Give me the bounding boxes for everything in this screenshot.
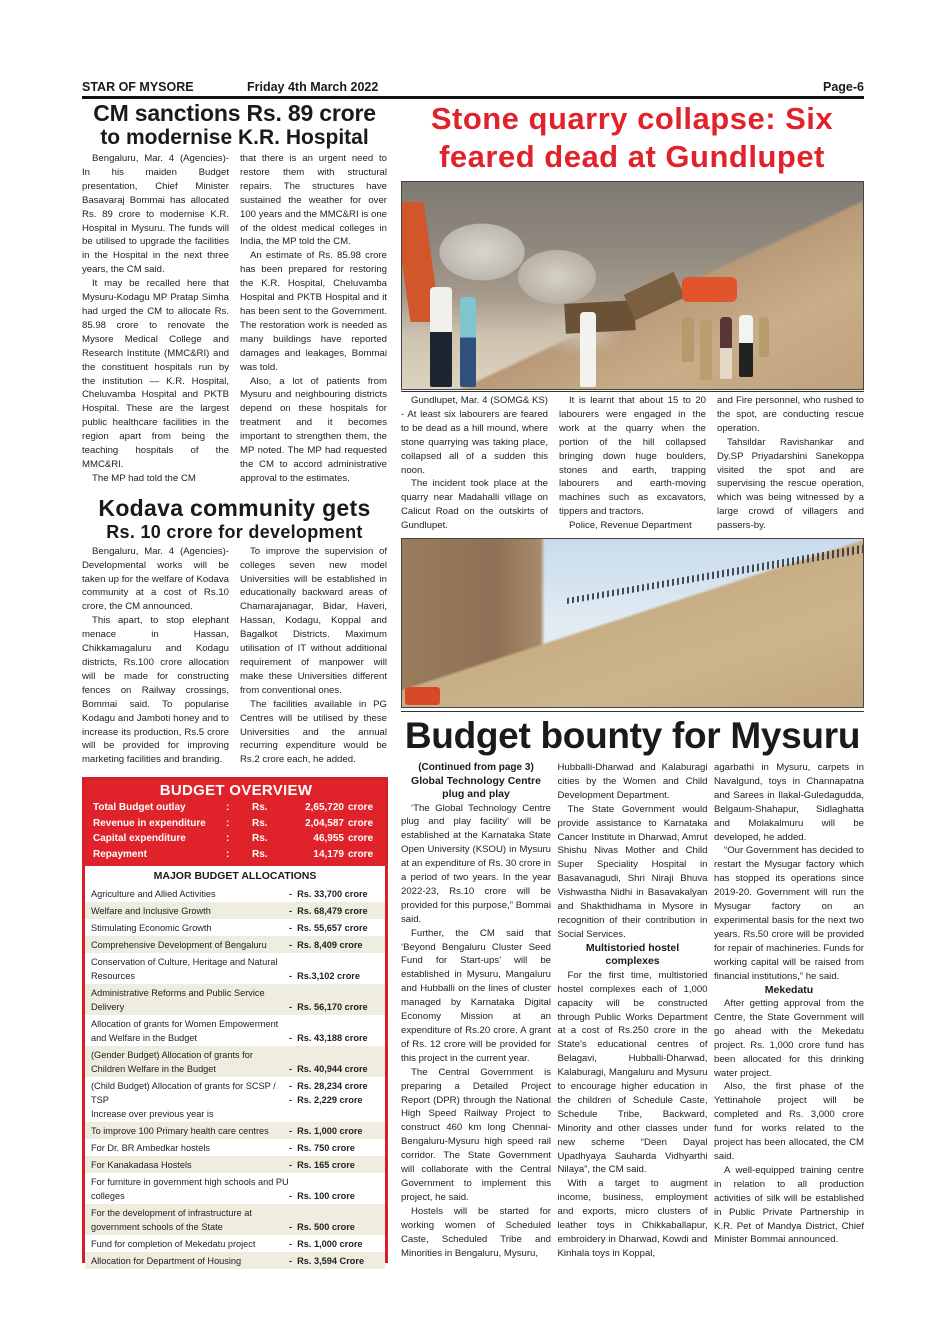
paragraph: With a target to augment income, business, employment and exports, micro clusters of leather toys in Chikkaballapur, embroidery in Dharwad, Kowdi and Kinhala toys in Koppal,: [557, 1178, 708, 1259]
allocation-row: [85, 1204, 385, 1235]
person-shape: [759, 317, 769, 357]
allocation-value: - Rs. 56,170 crore: [289, 1001, 368, 1012]
overview-colon: :: [226, 817, 230, 829]
paragraph: Police, Revenue Department: [569, 520, 692, 532]
quarry-headline-block: [400, 100, 864, 176]
overview-label: Total Budget outlay: [93, 802, 186, 813]
paragraph: It may be recalled here that Mysuru-Kodagu MP Pratap Simha had urged the CM to allocate Rs. 85.98 crore to renovate the Mysore Medical College and Research Institute (MMC&RI) and the constituent hospitals run by the institution — K.R. Hospital, Cheluvamba Hospital and PKTB Hospital. These are the largest public healthcare facilities in the region apart from being the teaching hospitals of the MMC&RI.: [82, 278, 229, 470]
allocation-row: [85, 984, 385, 1015]
allocation-label: Allocation for Department of Housing: [91, 1255, 242, 1266]
overview-value: 2,04,587: [305, 817, 344, 829]
paragraph: Tahsildar Ravishankar and Dy.SP Priyadarshini Sanekoppa visited the spot and are supervising the rescue operation, which was being witnessed by a large crowd of villagers and passers-by.: [717, 436, 864, 532]
person-shape: [580, 312, 596, 387]
paragraph: Also, a lot of patients from Mysuru and neighbouring districts depend on these hospitals for treatment and it becomes important to strengthen them, the MP noted. The MP had requested the CM to accord administrative approval to the estimates.: [240, 375, 387, 484]
quarry-collapse-photo: [401, 181, 864, 390]
quarry-article-body: [401, 394, 864, 533]
allocation-row: [85, 1173, 385, 1204]
allocation-label: Allocation of grants for Women Empowerment and Welfare in the Budget: [91, 1018, 279, 1043]
paragraph: Bengaluru, Mar. 4 (Agencies)- In his maiden Budget presentation, Chief Minister Basavaraj Bommai has allocated Rs. 89 crore to modernise K.R. Hospital in Mysuru. The funds will be utilised to upgrade the facilities in the Hospital in the next three years, the CM said.: [82, 153, 229, 276]
paragraph: Also, the first phase of the Yettinahole project will be completed and Rs. 3,000 crore fund for works related to the project has been allocated, the CM said.: [714, 1081, 864, 1162]
overview-label: Capital expenditure: [93, 833, 186, 844]
paragraph: agarbathi in Mysuru, carpets in Navalgund, toys in Channapatna and Sarees in Ilakal-Guledagudda, Belgaum-Shahapur, Sidlaghatta and Molakalmuru will be developed, he added.: [714, 762, 864, 843]
excavator-shape: [682, 277, 737, 302]
allocation-row: [85, 936, 385, 953]
overview-value: 46,955: [313, 833, 344, 844]
allocation-label: Welfare and Inclusive Growth: [91, 905, 211, 916]
paragraph: Further, the CM said that ‘Beyond Bengaluru Cluster Seed Fund for Start-ups’ will be established in Mysuru, Mangaluru and Hubballi on the lines of cluster managed by Karnataka Digital Economy Mission at an expenditure of Rs.20 crore. A grant of Rs. 12 crore will be provided for this project in the current year.: [401, 927, 551, 1064]
allocation-row: [85, 1077, 385, 1122]
kodava-column-1: [82, 545, 229, 768]
overview-unit: crore: [348, 848, 374, 860]
person-shape: [430, 287, 452, 387]
cm-headline-line1: CM sanctions Rs. 89 crore: [93, 100, 376, 126]
allocation-row: [85, 1156, 385, 1173]
overview-colon: :: [226, 848, 230, 860]
allocation-label: For Kanakadasa Hostels: [91, 1159, 192, 1170]
overview-currency: Rs.: [252, 802, 268, 813]
overview-row: [93, 831, 379, 847]
kodava-headline-line2: Rs. 10 crore for development: [106, 521, 363, 542]
allocation-row: [85, 1235, 385, 1252]
allocation-value: - Rs. 28,234 crore: [289, 1080, 368, 1091]
overview-value: 14,179: [313, 848, 344, 860]
allocation-label: For furniture in government high schools and PU colleges: [91, 1176, 289, 1201]
paragraph: The facilities available in PG Centres will be utilised by these Universities and the annual recurring expenditure would be Rs.2 crore each, he added.: [240, 698, 387, 766]
person-shape: [739, 315, 753, 377]
overview-currency: Rs.: [252, 817, 268, 829]
allocation-value: - Rs. 2,229 crore: [289, 1094, 363, 1105]
allocation-label: Increase over previous year is: [91, 1108, 214, 1119]
bounty-column-2: [558, 761, 708, 1261]
quarry-headline-line2: feared dead at Gundlupet: [439, 139, 825, 174]
subhead-hostel: Multistoried hostel complexes: [585, 941, 680, 968]
paragraph: ‘The Global Technology Centre plug and play facility’ will be established at the Karnataka State Open University (KSOU) in Mysuru at an expenditure of Rs. 30 crore in a period of two years. In the year 2022-23, Rs.10 crore will be provided for this purpose,” Bommai said.: [401, 802, 551, 925]
bounty-column-3: [714, 761, 864, 1261]
paragraph: Gundlupet, Mar. 4 (SOMG& KS) - At least six labourers are feared to be dead as a hill mound, where stone quarrying was taking place, collapsed all of a sudden this noon.: [401, 395, 548, 476]
allocation-label: Conservation of Culture, Heritage and Natural Resources: [91, 956, 278, 981]
allocation-value: - Rs.3,102 crore: [289, 970, 360, 981]
person-shape: [682, 317, 694, 362]
paragraph: Bengaluru, Mar. 4 (Agencies)- Developmental works will be taken up for the welfare of Kodava community at a cost of Rs.10 crore, the CM announced.: [82, 545, 229, 613]
major-allocations-title: MAJOR BUDGET ALLOCATIONS: [153, 870, 317, 882]
budget-overview-title: BUDGET OVERVIEW: [159, 782, 313, 799]
paragraph: The State Government would provide assistance to Karnataka Cancer Institute in Dharwad, Amrut Shishu Nivas Mother and Child Super Speciality Hospital in Basavanagudi, Shri Niraji Bhuva Vishwastha Nidhi in Basavakalyan and Shakthidhama in Mysore in recognition of their contribution in Social Services.: [557, 803, 708, 940]
budget-overview-header: [85, 780, 385, 866]
paragraph: The incident took place at the quarry near Madahalli village on Calicut Road on the outskirts of Gundlupet.: [401, 478, 548, 532]
continued-note: (Continued from page 3): [418, 762, 534, 773]
allocation-row: [85, 953, 385, 984]
allocation-label: Fund for completion of Mekedatu project: [91, 1238, 256, 1249]
allocation-value: - Rs. 3,594 Crore: [289, 1255, 365, 1266]
overview-label: Repayment: [93, 848, 147, 860]
paragraph: Hostels will be started for working women of Scheduled Caste, Scheduled Tribe and Minorities in Bengaluru, Mysuru,: [401, 1205, 551, 1259]
bounty-headline: Budget bounty for Mysuru: [404, 715, 861, 756]
person-shape: [720, 317, 732, 379]
paragraph: To improve the supervision of colleges seven new model Universities will be established in educationally backward areas of Chamarajanagar, Bidar, Haveri, Hassan, Kodagu, Koppal and Bagalkot Districts. Maximum utilisation of IT without additional requirement of manpower will make these Universities different from conventional ones.: [240, 545, 387, 696]
overview-unit: crore: [348, 817, 374, 829]
subhead-global-tech: Global Technology Centre plug and play: [411, 774, 541, 800]
bounty-column-1: [401, 761, 551, 1261]
allocation-label: Agriculture and Allied Activities: [91, 888, 216, 899]
crowd-on-slope-photo: [401, 538, 864, 708]
left-column: [82, 100, 387, 767]
paragraph: and Fire personnel, who rushed to the spot, are conducting rescue operation.: [717, 395, 864, 434]
allocation-row: [85, 1046, 385, 1077]
crowd-shape: [567, 544, 864, 604]
allocation-label: For the development of infrastructure at government schools of the State: [91, 1207, 252, 1232]
paragraph: that there is an urgent need to restore them with structural repairs. The structures have sustained the weather for over 100 years and the MMC&RI is one of the oldest medical colleges in India, the MP told the CM.: [240, 153, 387, 248]
issue-date: Friday 4th March 2022: [247, 80, 379, 94]
quarry-column-1: [401, 394, 548, 533]
quarry-column-3: [717, 394, 864, 533]
allocation-label: (Child Budget) Allocation of grants for SCSP / TSP: [91, 1080, 276, 1105]
overview-colon: :: [226, 802, 230, 813]
paragraph: For the first time, multistoried hostel complexes each of 1,000 capacity will be constructed through Public Works Department at a cost of Rs.250 crore in the State’s educational centres of Belagavi, Hubballi-Dharwad, Kalaburagi, Mangaluru and Mysuru to encourage higher education in the children of Schedule Caste, Schedule Tribe, Backward, Minority and other classes under new scheme “Deen Dayal Upadhyaya Sauharda Vidhyarthi Nilaya”, the CM said.: [557, 969, 708, 1176]
kodava-headline-line1: Kodava community gets: [98, 494, 371, 521]
allocation-row: [85, 1139, 385, 1156]
overview-value: 2,65,720: [305, 802, 344, 813]
quarry-headline-line1: Stone quarry collapse: Six: [430, 101, 834, 136]
allocation-label: Stimulating Economic Growth: [91, 922, 212, 933]
subhead-mekedatu: Mekedatu: [764, 983, 814, 996]
allocation-value: - Rs. 43,188 crore: [289, 1032, 368, 1043]
overturned-truck-shape: [624, 272, 686, 321]
overview-row: [93, 800, 379, 816]
overview-currency: Rs.: [252, 848, 268, 860]
paragraph: The Central Government is preparing a Detailed Project Report (DPR) through the National High Speed Railway Project to construct 460 km long Chennai-Bengaluru-Mysuru high speed rail corridor. The State Government will collaborate with the Central Government to implement this project, he said.: [401, 1066, 551, 1203]
paragraph: Hubballi-Dharwad and Kalaburagi cities by the Women and Child Development Department.: [557, 762, 708, 801]
newspaper-name: STAR OF MYSORE: [82, 80, 194, 94]
allocation-row: [85, 885, 385, 902]
overview-row: [93, 816, 379, 832]
allocation-value: - Rs. 8,409 crore: [289, 939, 363, 950]
allocation-value: - Rs. 33,700 crore: [289, 888, 368, 899]
quarry-column-2: [559, 394, 706, 533]
overview-currency: Rs.: [252, 833, 268, 844]
overview-unit: crore: [348, 802, 374, 813]
header-rule: [82, 96, 864, 99]
allocation-value: - Rs. 165 crore: [289, 1159, 355, 1170]
allocation-value: - Rs. 750 crore: [289, 1142, 355, 1153]
paragraph: It is learnt that about 15 to 20 labourers were engaged in the work at the quarry when the portion of the hill collapsed bringing down huge boulders, stones and earth, trapping labourers and earth-moving machines such as excavators, tippers and tractors.: [559, 395, 706, 518]
allocation-value: - Rs. 40,944 crore: [289, 1063, 368, 1074]
person-shape: [700, 320, 712, 380]
allocation-value: - Rs. 500 crore: [289, 1221, 355, 1232]
allocation-label: (Gender Budget) Allocation of grants for Children Welfare in the Budget: [91, 1049, 253, 1074]
kodava-article: [82, 496, 387, 768]
page-number: Page-6: [823, 80, 864, 94]
allocation-row: [85, 1015, 385, 1046]
allocation-label: To improve 100 Primary health care centres: [91, 1125, 269, 1136]
paragraph: The MP had told the CM: [92, 472, 196, 484]
divider: [401, 391, 864, 392]
allocation-value: - Rs. 100 crore: [289, 1190, 355, 1201]
overturned-truck-shape: [564, 300, 635, 334]
person-shape: [460, 297, 476, 387]
cm-headline-line2: to modernise K.R. Hospital: [100, 126, 369, 149]
cm-column-2: [240, 152, 387, 486]
allocation-value: - Rs. 1,000 crore: [289, 1125, 363, 1136]
allocation-row: [85, 1122, 385, 1139]
cm-hospital-article: [82, 100, 387, 486]
paragraph: “Our Government has decided to restart the Mysugar factory which has stopped its operations since 2019-20. Government will run the Mysugar factory on an experimental basis for the next two years. Rs.50 crore will be provided for repair of machineries. Funds for working capital will be raised from financial institutions,” he said.: [714, 845, 864, 982]
overview-row: [93, 847, 379, 863]
paragraph: This apart, to stop elephant menace in Hassan, Chikkamagaluru and Kodagu districts, Rs.100 crore allocation will be made for constructing fences on Railway crossings, Bommai said. To popularise Kodagu and Jamboti honey and to increase its production, Rs.5 crore will be provided for improving marketing facilities and branding.: [82, 615, 229, 766]
paragraph: After getting approval from the Centre, the State Government will go ahead with the Mekedatu project. Rs. 1,000 crore fund has been allocated for this drinking water project.: [714, 998, 864, 1079]
allocation-label: Comprehensive Development of Bengaluru: [91, 939, 267, 950]
allocation-value: - Rs. 55,657 crore: [289, 922, 368, 933]
cm-column-1: [82, 152, 229, 486]
bounty-article-body: [401, 761, 864, 1261]
allocation-row: [85, 919, 385, 936]
allocation-label: For Dr. BR Ambedkar hostels: [91, 1142, 210, 1153]
allocation-value: - Rs. 1,000 crore: [289, 1238, 363, 1249]
allocation-row: [85, 1252, 385, 1269]
masthead: [82, 78, 864, 96]
overview-colon: :: [226, 833, 230, 844]
overview-label: Revenue in expenditure: [93, 817, 206, 829]
paragraph: An estimate of Rs. 85.98 crore has been prepared for restoring the K.R. Hospital, Cheluvamba Hospital and PKTB Hospital and it has been sent to the Government. The restoration work is needed as many buildings have reported damages and leakages, Bommai was told.: [240, 250, 387, 373]
overview-unit: crore: [348, 833, 374, 844]
budget-overview-box: [82, 777, 388, 1266]
allocation-value: - Rs. 68,479 crore: [289, 905, 368, 916]
excavator-shape: [405, 687, 440, 705]
allocation-row: [85, 902, 385, 919]
paragraph: A well-equipped training centre in relation to all production activities of silk will be established in Public Private Partnership in K.R. Pet of Mandya District, Chief Minister Bommai announced.: [714, 1164, 864, 1246]
kodava-column-2: [240, 545, 387, 768]
allocation-label: Administrative Reforms and Public Service Delivery: [91, 987, 265, 1012]
